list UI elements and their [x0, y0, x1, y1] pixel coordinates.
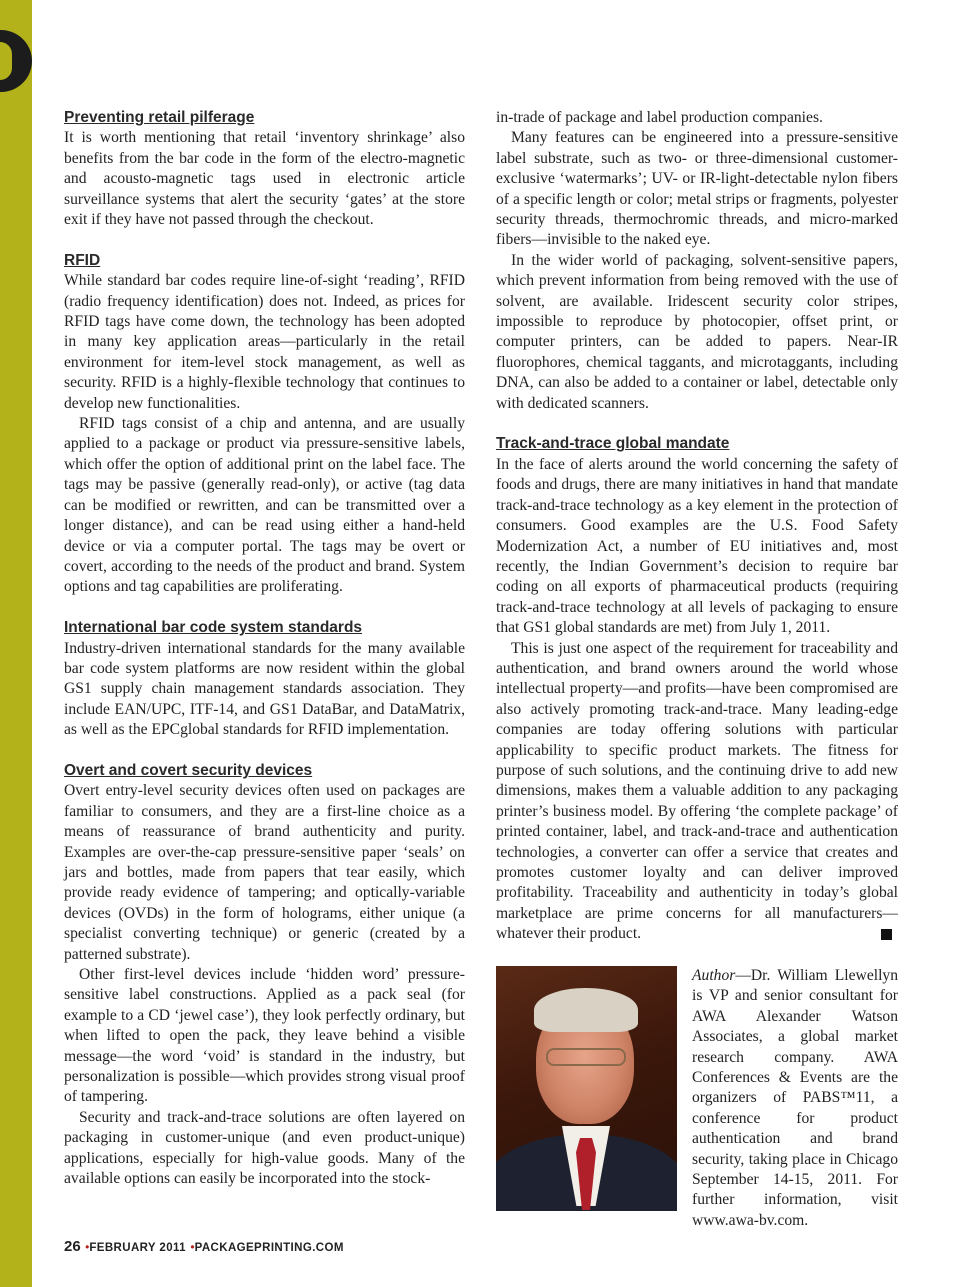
page-edge-tab-inner — [0, 42, 12, 80]
paragraph-standards: Industry-driven international standards for the many available bar code system platforms are now resident within the global GS1 supply chain management standards association. They include EAN/UPC, ITF-14, and GS1 DataBar, and DataMatrix, as well as the EPCglobal standards for RFID implementation. — [64, 639, 465, 739]
paragraph-label-features: Many features can be engineered into a pressure-sensitive label substrate, such as two- or three-dimensional customer-exclusive ‘watermarks’; UV- or IR-light-detectable nylon fibers of a specific length or color; metal strips or fragments, polyester security threads, thermochromic threads, and micro-marked fibers—invisible to the naked eye. — [496, 129, 898, 249]
footer-site: PACKAGEPRINTING.COM — [194, 1242, 344, 1254]
photo-hair — [534, 988, 638, 1032]
page-edge-bar — [0, 0, 32, 1287]
footer-bullet: • — [85, 1240, 90, 1254]
right-column — [496, 108, 898, 945]
left-column — [64, 108, 465, 1189]
author-bio — [692, 966, 898, 1231]
photo-glasses — [546, 1048, 626, 1066]
paragraph-rfid-2: RFID tags consist of a chip and antenna, and are usually applied to a package or product via pressure-sensitive labels, which offer the option of additional print on the label face. The tags may be passive (generally read-only), or active (tag data can be modified or rewritten, and can be transmitted over a longer distance), and can be read using either a hand-held device or via a computer portal. The tags may be overt or covert, according to the needs of the product and brand. System options and tag capabilities are proliferating. — [64, 415, 465, 596]
section-heading-security-devices: Overt and covert security devices — [64, 761, 313, 779]
author-photo — [496, 966, 677, 1211]
section-heading-track-and-trace: Track-and-trace global mandate — [496, 435, 730, 453]
paragraph-track-2-text: This is just one aspect of the requirement for traceability and authentication, and brand owners around the world whose intellectual property—and profits—have been compromised are also actively promoting track-and-trace. Many leading-edge companies are today offering solutions with particular applicability to specific product markets. The fitness for purpose of such solutions, and the continuing drive to add new dimensions, makes them a valuable addition to any packaging printer’s business model. By offering ‘the complete package’ of printed container, label, and track-and-trace and authentication technologies, a converter can offer a service that creates and promotes customer loyalty and can deliver improved profitability. Traceability and authenticity in today’s global marketplace are prime concerns for all manufacturers—whatever their product. — [496, 639, 898, 943]
paragraph-security-1: Overt entry-level security devices often used on packages are familiar to consumers, and they are a first-line choice as a means of reassurance of brand authenticity and purity. Examples are over-the-cap pressure-sensitive paper ‘seals’ on jars and bottles, made from papers that tear easily, which provide ready evidence of tampering; and optically-variable devices (OVDs) in the form of holograms, either unique (a specialist converting technique) or generic (created by a patterned substrate). — [64, 782, 465, 963]
paragraph-security-3: Security and track-and-trace solutions are often layered on packaging in customer-unique (and even product-unique) applications, especially for high-value goods. Many of the available options can easily be incorporated into the stock- — [64, 1108, 465, 1188]
end-of-article-mark — [881, 929, 892, 940]
paragraph-rfid-1: While standard bar codes require line-of-sight ‘reading’, RFID (radio frequency identification) does not. Indeed, as prices for RFID tags have come down, the technology has been adopted in many key application areas—particularly in the retail environment for item-level stock management, as well as security. RFID is a highly-flexible technology that continues to develop new functionalities. — [64, 272, 465, 412]
section-heading-standards: International bar code system standards — [64, 619, 363, 637]
page-number: 26 — [64, 1238, 81, 1255]
page-footer — [64, 1238, 344, 1256]
footer-bullet: • — [190, 1240, 195, 1254]
author-label: Author — [692, 967, 736, 984]
paragraph-pilferage: It is worth mentioning that retail ‘inventory shrinkage’ also benefits from the bar code in the form of the electro-magnetic and acousto-magnetic tags used in electronic article surveillance systems that alert the security ‘gates’ at the store exit if they have not passed through the checkout. — [64, 129, 465, 229]
section-heading-preventing-pilferage: Preventing retail pilferage — [64, 109, 255, 126]
paragraph-security-2: Other first-level devices include ‘hidden word’ pressure-sensitive label constructions. Applied as a pack seal (for example to a CD ‘jewel case’), they look perfectly ordinary, but when lifted to open the pack, they leave behind a visible message—the word ‘void’ is standard in the industry, but personalization is possible—which provides strong visual proof of tampering. — [64, 966, 465, 1106]
paragraph-track-2 — [496, 639, 898, 945]
footer-date: FEBRUARY 2011 — [89, 1242, 186, 1254]
paragraph-continued: in-trade of package and label production companies. — [496, 109, 823, 126]
section-heading-rfid: RFID — [64, 251, 101, 269]
paragraph-wider-packaging: In the wider world of packaging, solvent-sensitive papers, which prevent information from being removed with the use of solvent, are available. Iridescent security color stripes, impossible to reproduce by photocopier, offset print, or computer printers, can be added to papers. Near-IR fluorophores, chemical taggants, and microtaggants, including DNA, can also be added to a container or label, detectable only with dedicated scanners. — [496, 251, 898, 412]
author-bio-text: —Dr. William Llewellyn is VP and senior consultant for AWA Alexander Watson Associates, a global market research company. AWA Conferences & Events are the organizers of PABS™11, a conference for product authentication and brand security, taking place in Chicago September 14-15, 2011. For further information, visit www.awa-bv.com. — [692, 967, 898, 1229]
paragraph-track-1: In the face of alerts around the world concerning the safety of foods and drugs, there are many initiatives in hand that mandate track-and-trace technology as a key element in the protection of consumers. Good examples are the U.S. Food Safety Modernization Act, a number of EU initiatives and, most recently, the Indian Government’s decision to require bar coding on all exports of pharmaceutical products (requiring track-and-trace technology at all levels of packaging to ensure that GS1 global standards are met) from July 1, 2011. — [496, 455, 898, 637]
